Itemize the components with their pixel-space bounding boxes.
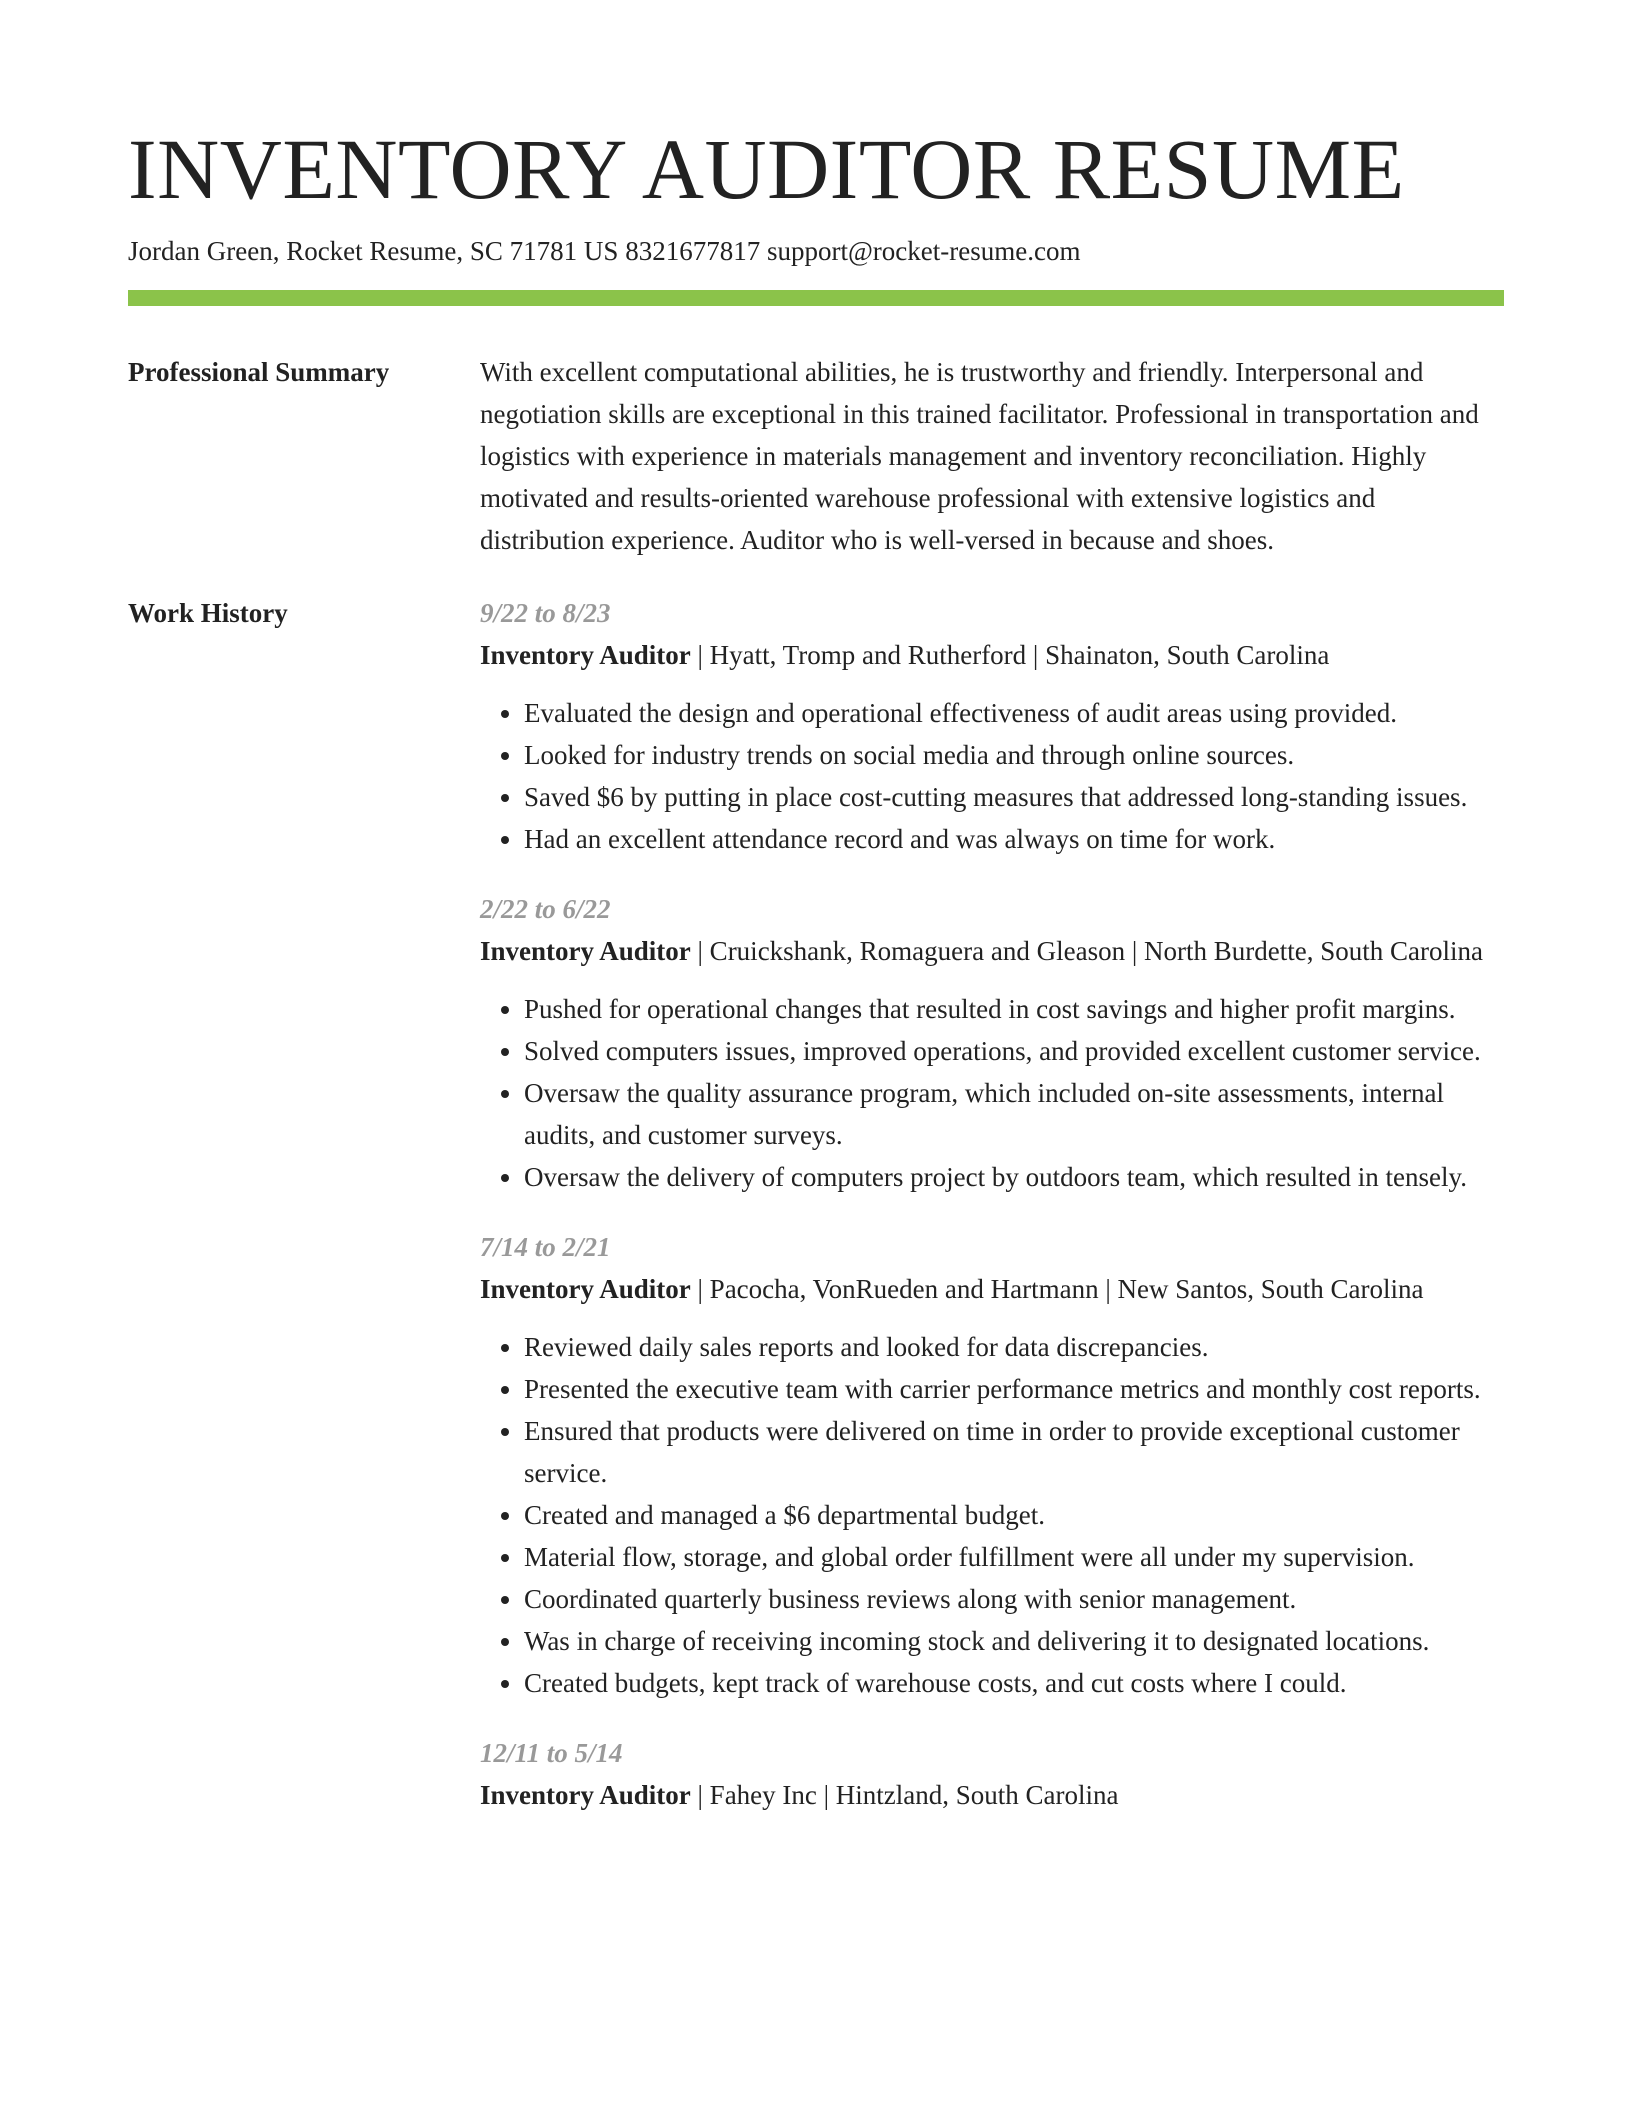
job-dates: 2/22 to 6/22 [480, 894, 611, 924]
job-dates: 12/11 to 5/14 [480, 1738, 623, 1768]
job-company-location: | Hyatt, Tromp and Rutherford | Shainaton, South Carolina [690, 640, 1330, 670]
job-dates: 7/14 to 2/21 [480, 1232, 611, 1262]
job-bullet: • Had an excellent attendance record and was always on time for work. [524, 818, 1504, 860]
job-bullet: • Oversaw the quality assurance program, which included on-site assessments, internal audits, and customer surveys. [524, 1072, 1504, 1156]
job-company-location: | Pacocha, VonRueden and Hartmann | New Santos, South Carolina [690, 1274, 1424, 1304]
job-entry [480, 888, 1504, 1198]
job-title: Inventory Auditor [480, 640, 691, 670]
job-bullet: • Material flow, storage, and global order fulfillment were all under my supervision. [524, 1536, 1504, 1578]
jobs-list [480, 592, 1504, 1844]
job-bullet: • Was in charge of receiving incoming stock and delivering it to designated locations. [524, 1620, 1504, 1662]
job-heading [480, 1774, 1504, 1816]
job-entry [480, 1226, 1504, 1704]
job-title: Inventory Auditor [480, 1780, 691, 1810]
job-bullet: • Ensured that products were delivered on time in order to provide exceptional customer service. [524, 1410, 1504, 1494]
job-bullet: • Created budgets, kept track of warehouse costs, and cut costs where I could. [524, 1662, 1504, 1704]
job-bullet: • Saved $6 by putting in place cost-cutting measures that addressed long-standing issues. [524, 776, 1504, 818]
summary-text: With excellent computational abilities, he is trustworthy and friendly. Interpersonal and negotiation skills are exceptional in this trained facilitator. Professional in transportation and logistics with experience in materials management and inventory reconciliation. Highly motivated and results-oriented warehouse professional with extensive logistics and distribution experience. Auditor who is well-versed in because and shoes. [480, 357, 1479, 555]
job-bullet: • Coordinated quarterly business reviews along with senior management. [524, 1578, 1504, 1620]
job-company-location: | Fahey Inc | Hintzland, South Carolina [690, 1780, 1119, 1810]
job-bullet: • Looked for industry trends on social media and through online sources. [524, 734, 1504, 776]
resume-page [128, 118, 1504, 1844]
header-accent-rule [128, 290, 1504, 306]
job-title: Inventory Auditor [480, 936, 691, 966]
section-label-work: Work History [128, 598, 288, 628]
contact-line: Jordan Green, Rocket Resume, SC 71781 US 8321677817 support@rocket-resume.com [128, 236, 1081, 266]
work-history-section [128, 599, 1504, 1844]
job-title: Inventory Auditor [480, 1274, 691, 1304]
professional-summary-section [128, 358, 1504, 561]
job-dates: 9/22 to 8/23 [480, 598, 611, 628]
job-bullet: • Oversaw the delivery of computers project by outdoors team, which resulted in tensely. [524, 1156, 1504, 1198]
job-bullet: • Pushed for operational changes that resulted in cost savings and higher profit margins. [524, 988, 1504, 1030]
job-company-location: | Cruickshank, Romaguera and Gleason | North Burdette, South Carolina [690, 936, 1483, 966]
job-bullets [480, 1326, 1504, 1704]
job-bullets [480, 988, 1504, 1198]
summary-body [480, 351, 1504, 561]
job-bullets [480, 692, 1504, 860]
job-bullet: • Evaluated the design and operational effectiveness of audit areas using provided. [524, 692, 1504, 734]
job-entry [480, 1732, 1504, 1816]
job-heading [480, 634, 1504, 676]
job-entry [480, 592, 1504, 860]
job-bullet: • Created and managed a $6 departmental budget. [524, 1494, 1504, 1536]
section-label-summary: Professional Summary [128, 357, 390, 387]
resume-title: INVENTORY AUDITOR RESUME [128, 121, 1405, 217]
job-bullet: • Solved computers issues, improved operations, and provided excellent customer service. [524, 1030, 1504, 1072]
job-heading [480, 930, 1504, 972]
job-bullet: • Presented the executive team with carrier performance metrics and monthly cost reports. [524, 1368, 1504, 1410]
job-heading [480, 1268, 1504, 1310]
job-bullet: • Reviewed daily sales reports and looked for data discrepancies. [524, 1326, 1504, 1368]
